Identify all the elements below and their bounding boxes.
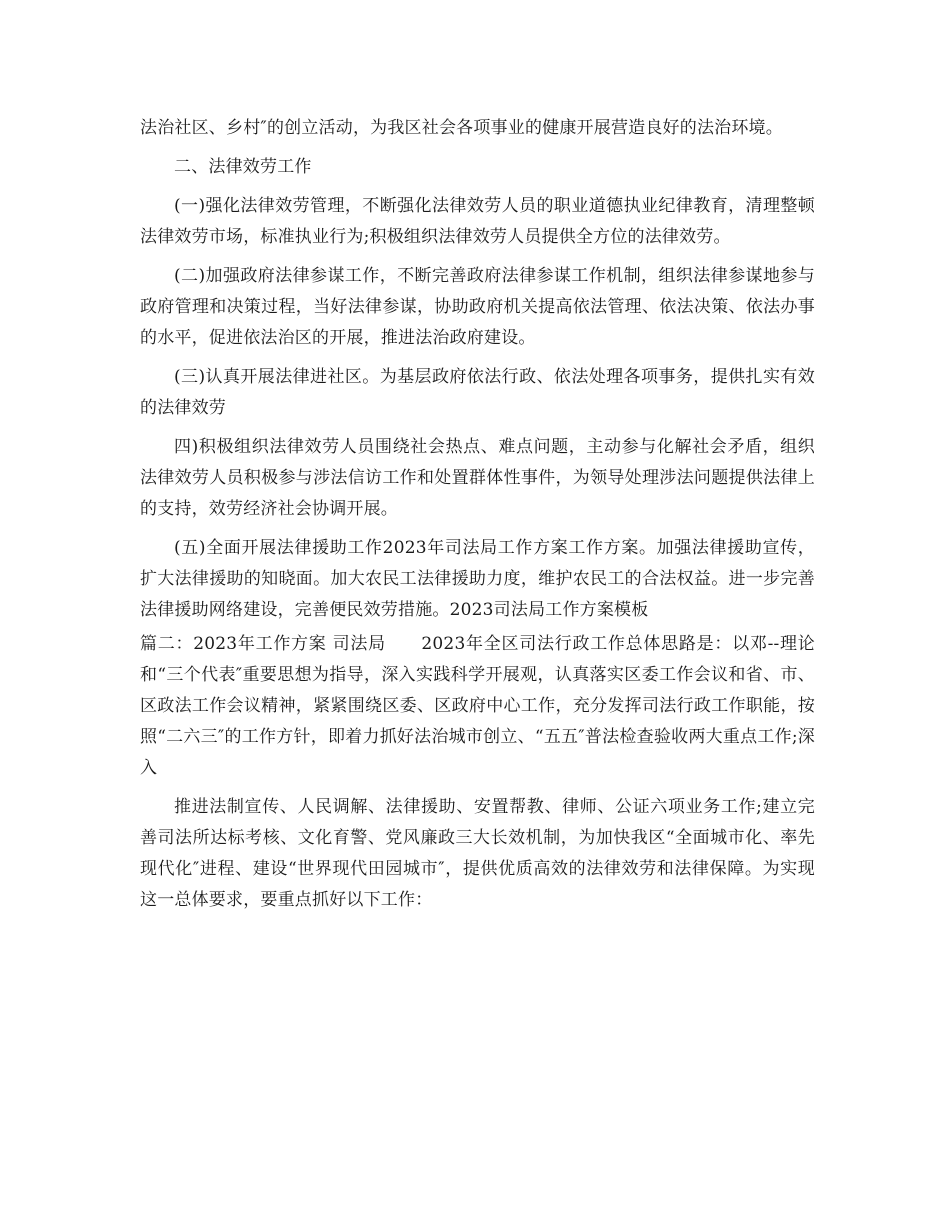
paragraph-item-1: (一)强化法律效劳管理，不断强化法律效劳人员的职业道德执业纪律教育，清理整顿法律效劳市场，标准执业行为;积极组织法律效劳人员提供全方位的法律效劳。: [140, 196, 815, 247]
paragraph-part-two: 篇二：2023年工作方案 司法局 2023年全区司法行政工作总体思路是：以邓--理论和“三个代表″重要思想为指导，深入实践科学开展观，认真落实区委工作会议和省、市、区政法工作会议精神，紧紧围绕区委、区政府中心工作，充分发挥司法行政工作职能，按照“二六三″的工作方针，即着力抓好法治城市创立、“五五″普法检查验收两大重点工作;深入: [140, 634, 815, 778]
paragraph-continuation: 法治社区、乡村″的创立活动，为我区社会各项事业的健康开展营造良好的法治环境。: [140, 118, 783, 138]
section-heading-legal-services: 二、法律效劳工作: [174, 157, 312, 177]
paragraph-item-2: (二)加强政府法律参谋工作，不断完善政府法律参谋工作机制，组织法律参谋地参与政府管理和决策过程，当好法律参谋，协助政府机关提高依法管理、依法决策、依法办事的水平，促进依法治区的开展，推进法治政府建设。: [140, 266, 815, 348]
document-body: [140, 113, 815, 924]
paragraph-item-4: 四)积极组织法律效劳人员围绕社会热点、难点问题，主动参与化解社会矛盾，组织法律效劳人员积极参与涉法信访工作和处置群体性事件，为领导处理涉法问题提供法律上的支持，效劳经济社会协调开展。: [140, 437, 815, 519]
paragraph-item-3: (三)认真开展法律进社区。为基层政府依法行政、依法处理各项事务，提供扎实有效的法律效劳: [140, 367, 815, 418]
paragraph-part-two-continued: 推进法制宣传、人民调解、法律援助、安置帮教、律师、公证六项业务工作;建立完善司法所达标考核、文化育警、党风廉政三大长效机制，为加快我区“全面城市化、率先现代化″进程、建设“世界现代田园城市″，提供优质高效的法律效劳和法律保障。为实现这一总体要求，要重点抓好以下工作：: [140, 797, 815, 910]
paragraph-item-5: (五)全面开展法律援助工作2023年司法局工作方案工作方案。加强法律援助宣传，扩大法律援助的知晓面。加大农民工法律援助力度，维护农民工的合法权益。进一步完善法律援助网络建设，完善便民效劳措施。2023司法局工作方案模板: [140, 538, 815, 620]
